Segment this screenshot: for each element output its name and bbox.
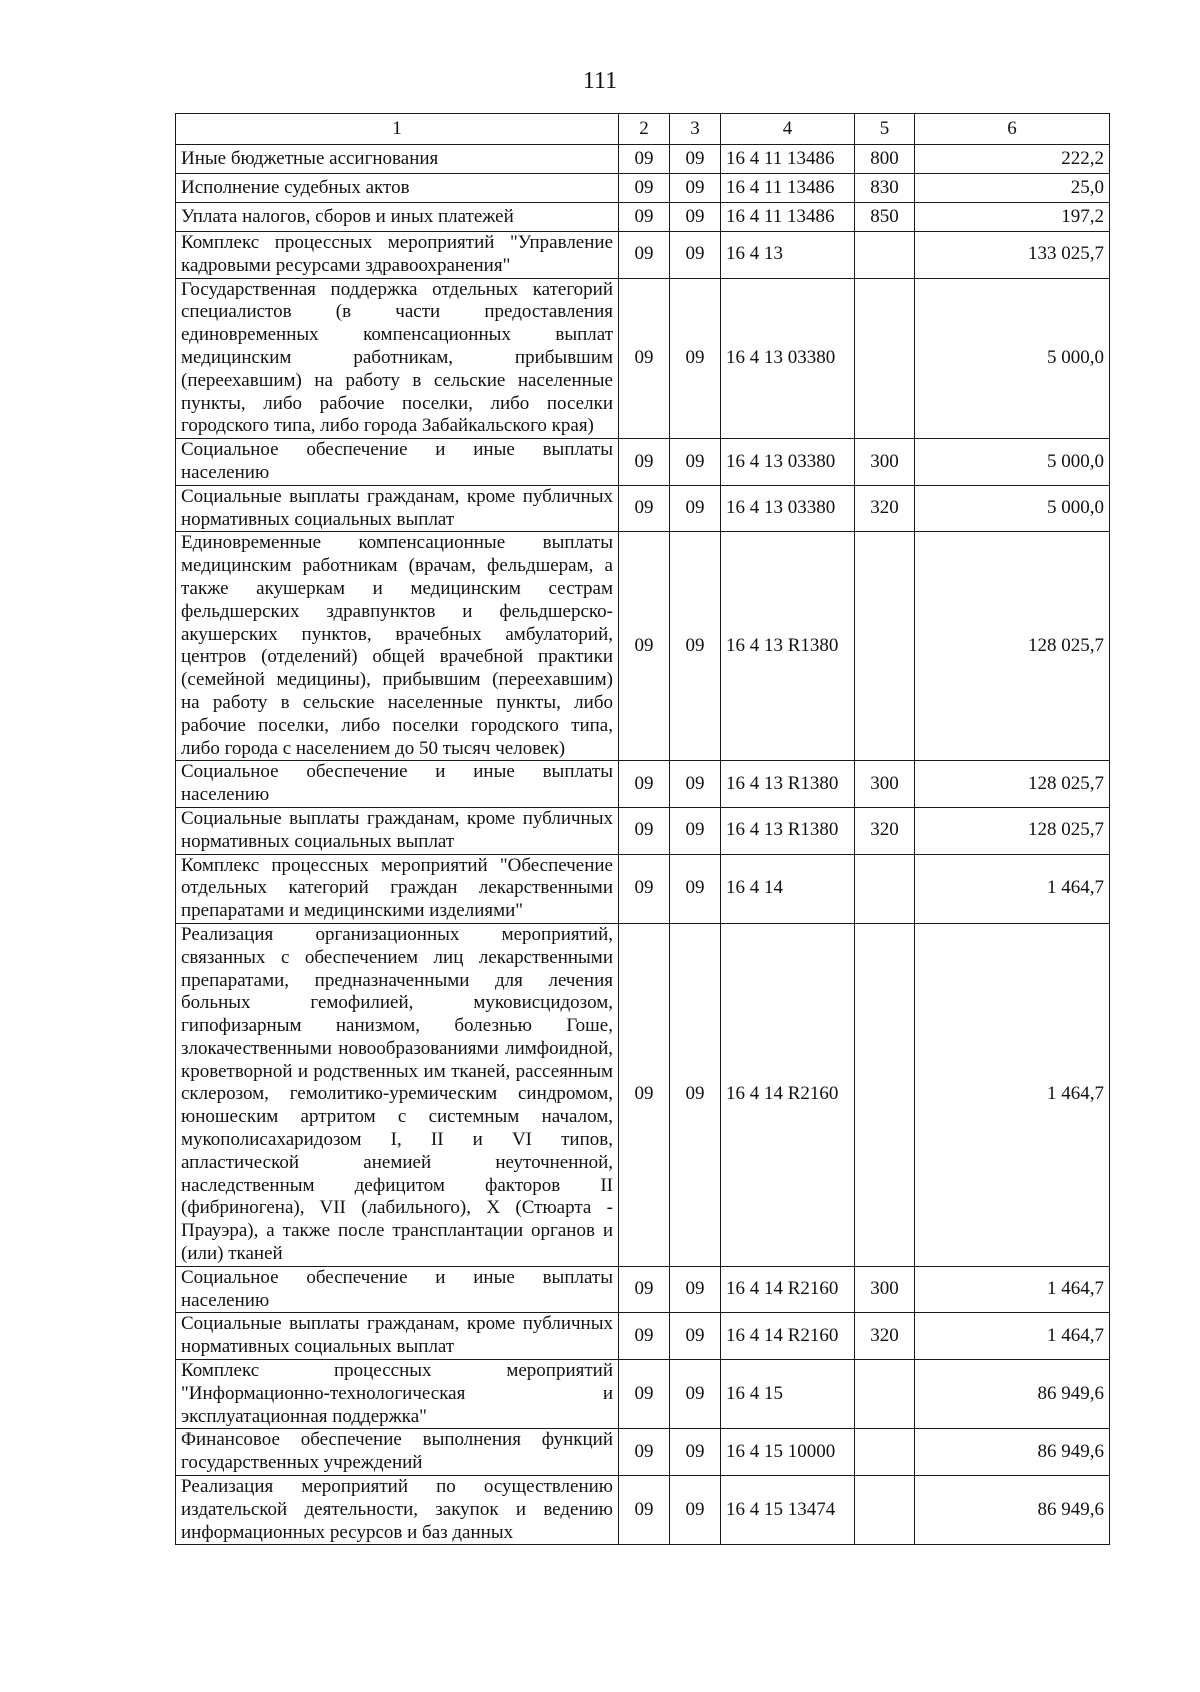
row-amount: 1 464,7 (915, 923, 1110, 1266)
row-subsection: 09 (670, 145, 721, 174)
table-row (176, 807, 1110, 854)
row-expense-type: 300 (855, 1266, 915, 1313)
row-subsection: 09 (670, 485, 721, 532)
header-col-4: 4 (721, 114, 855, 145)
row-amount: 25,0 (915, 174, 1110, 203)
row-subsection: 09 (670, 1313, 721, 1360)
row-amount: 86 949,6 (915, 1429, 1110, 1476)
row-target-code: 16 4 13 03380 (721, 485, 855, 532)
row-expense-type: 300 (855, 439, 915, 486)
row-amount: 128 025,7 (915, 532, 1110, 761)
row-section: 09 (619, 232, 670, 279)
table-row (176, 1476, 1110, 1545)
row-expense-type: 320 (855, 1313, 915, 1360)
row-target-code: 16 4 15 13474 (721, 1476, 855, 1545)
row-section: 09 (619, 761, 670, 808)
row-expense-type: 830 (855, 174, 915, 203)
row-subsection: 09 (670, 1429, 721, 1476)
row-name: Социальные выплаты гражданам, кроме публичных нормативных социальных выплат (176, 1313, 619, 1360)
row-target-code: 16 4 14 R2160 (721, 1266, 855, 1313)
row-subsection: 09 (670, 203, 721, 232)
row-section: 09 (619, 278, 670, 439)
row-target-code: 16 4 15 (721, 1360, 855, 1429)
page-number: 111 (582, 68, 618, 94)
row-subsection: 09 (670, 1266, 721, 1313)
row-subsection: 09 (670, 807, 721, 854)
row-target-code: 16 4 13 (721, 232, 855, 279)
row-section: 09 (619, 923, 670, 1266)
row-subsection: 09 (670, 232, 721, 279)
row-target-code: 16 4 11 13486 (721, 174, 855, 203)
table-row (176, 1266, 1110, 1313)
row-expense-type: 850 (855, 203, 915, 232)
row-subsection: 09 (670, 532, 721, 761)
row-amount: 86 949,6 (915, 1476, 1110, 1545)
table-row (176, 1360, 1110, 1429)
row-amount: 1 464,7 (915, 1313, 1110, 1360)
row-target-code: 16 4 13 R1380 (721, 807, 855, 854)
row-expense-type: 300 (855, 761, 915, 808)
row-name: Социальное обеспечение и иные выплаты населению (176, 439, 619, 486)
row-name: Уплата налогов, сборов и иных платежей (176, 203, 619, 232)
table-row (176, 232, 1110, 279)
row-section: 09 (619, 854, 670, 923)
row-expense-type: 320 (855, 807, 915, 854)
row-expense-type (855, 1360, 915, 1429)
row-section: 09 (619, 532, 670, 761)
row-subsection: 09 (670, 923, 721, 1266)
table-row (176, 174, 1110, 203)
row-name: Социальные выплаты гражданам, кроме публичных нормативных социальных выплат (176, 485, 619, 532)
row-section: 09 (619, 1360, 670, 1429)
row-target-code: 16 4 14 (721, 854, 855, 923)
table-row (176, 439, 1110, 486)
row-amount: 128 025,7 (915, 807, 1110, 854)
table-row (176, 203, 1110, 232)
header-col-3: 3 (670, 114, 721, 145)
row-target-code: 16 4 14 R2160 (721, 1313, 855, 1360)
row-target-code: 16 4 13 R1380 (721, 761, 855, 808)
table-row (176, 854, 1110, 923)
row-expense-type (855, 532, 915, 761)
row-name: Единовременные компенсационные выплаты медицинским работникам (врачам, фельдшерам, а также акушеркам и медицинским сестрам фельдшерских здравпунктов и фельдшерско-акушерских пунктов, врачебных амбулаторий, центров (отделений) общей врачебной практики (семейной медицины), прибывшим (переехавшим) на работу в сельские населенные пункты, либо рабочие поселки, либо поселки городского типа, либо города с населением до 50 тысяч человек) (176, 532, 619, 761)
header-col-1: 1 (176, 114, 619, 145)
row-target-code: 16 4 13 03380 (721, 439, 855, 486)
row-target-code: 16 4 14 R2160 (721, 923, 855, 1266)
row-name: Комплекс процессных мероприятий "Управление кадровыми ресурсами здравоохранения" (176, 232, 619, 279)
row-subsection: 09 (670, 1476, 721, 1545)
header-row (176, 114, 1110, 145)
row-amount: 5 000,0 (915, 485, 1110, 532)
row-expense-type: 800 (855, 145, 915, 174)
row-section: 09 (619, 1266, 670, 1313)
row-subsection: 09 (670, 761, 721, 808)
row-expense-type (855, 923, 915, 1266)
row-name: Социальные выплаты гражданам, кроме публичных нормативных социальных выплат (176, 807, 619, 854)
row-target-code: 16 4 13 R1380 (721, 532, 855, 761)
table-row (176, 761, 1110, 808)
row-expense-type (855, 854, 915, 923)
row-expense-type (855, 232, 915, 279)
row-section: 09 (619, 1476, 670, 1545)
row-target-code: 16 4 13 03380 (721, 278, 855, 439)
row-target-code: 16 4 11 13486 (721, 203, 855, 232)
row-name: Исполнение судебных актов (176, 174, 619, 203)
row-amount: 128 025,7 (915, 761, 1110, 808)
row-amount: 5 000,0 (915, 278, 1110, 439)
row-amount: 133 025,7 (915, 232, 1110, 279)
row-subsection: 09 (670, 854, 721, 923)
table-row (176, 532, 1110, 761)
table-row (176, 278, 1110, 439)
row-section: 09 (619, 1313, 670, 1360)
row-amount: 1 464,7 (915, 854, 1110, 923)
row-name: Реализация мероприятий по осуществлению издательской деятельности, закупок и ведению информационных ресурсов и баз данных (176, 1476, 619, 1545)
table-row (176, 1313, 1110, 1360)
row-subsection: 09 (670, 439, 721, 486)
row-amount: 222,2 (915, 145, 1110, 174)
row-section: 09 (619, 203, 670, 232)
row-name: Государственная поддержка отдельных категорий специалистов (в части предоставления единовременных компенсационных выплат медицинским работникам, прибывшим (переехавшим) на работу в сельские населенные пункты, либо рабочие поселки, либо поселки городского типа, либо города Забайкальского края) (176, 278, 619, 439)
row-subsection: 09 (670, 174, 721, 203)
row-name: Комплекс процессных мероприятий "Обеспечение отдельных категорий граждан лекарственными препаратами и медицинскими изделиями" (176, 854, 619, 923)
row-expense-type (855, 1429, 915, 1476)
row-subsection: 09 (670, 278, 721, 439)
row-target-code: 16 4 15 10000 (721, 1429, 855, 1476)
row-section: 09 (619, 485, 670, 532)
header-col-5: 5 (855, 114, 915, 145)
row-section: 09 (619, 145, 670, 174)
row-name: Комплекс процессных мероприятий "Информационно-технологическая и эксплуатационная поддержка" (176, 1360, 619, 1429)
budget-table (175, 113, 1110, 1545)
row-expense-type (855, 278, 915, 439)
row-target-code: 16 4 11 13486 (721, 145, 855, 174)
row-expense-type: 320 (855, 485, 915, 532)
row-section: 09 (619, 807, 670, 854)
row-name: Финансовое обеспечение выполнения функций государственных учреждений (176, 1429, 619, 1476)
table-row (176, 1429, 1110, 1476)
header-col-6: 6 (915, 114, 1110, 145)
row-section: 09 (619, 1429, 670, 1476)
row-name: Социальное обеспечение и иные выплаты населению (176, 1266, 619, 1313)
row-amount: 5 000,0 (915, 439, 1110, 486)
row-name: Социальное обеспечение и иные выплаты населению (176, 761, 619, 808)
row-amount: 1 464,7 (915, 1266, 1110, 1313)
row-name: Иные бюджетные ассигнования (176, 145, 619, 174)
header-col-2: 2 (619, 114, 670, 145)
row-section: 09 (619, 174, 670, 203)
row-amount: 197,2 (915, 203, 1110, 232)
row-expense-type (855, 1476, 915, 1545)
row-subsection: 09 (670, 1360, 721, 1429)
table-row (176, 485, 1110, 532)
table-row (176, 923, 1110, 1266)
table-row (176, 145, 1110, 174)
row-name: Реализация организационных мероприятий, связанных с обеспечением лиц лекарственными препаратами, предназначенными для лечения больных гемофилией, муковисцидозом, гипофизарным нанизмом, болезнью Гоше, злокачественными новообразованиями лимфоидной, кроветворной и родственных им тканей, рассеянным склерозом, гемолитико-уремическим синдромом, юношеским артритом с системным началом, мукополисахаридозом I, II и VI типов, апластической анемией неуточненной, наследственным дефицитом факторов II (фибриногена), VII (лабильного), X (Стюарта - Прауэра), а также после трансплантации органов и (или) тканей (176, 923, 619, 1266)
row-amount: 86 949,6 (915, 1360, 1110, 1429)
row-section: 09 (619, 439, 670, 486)
